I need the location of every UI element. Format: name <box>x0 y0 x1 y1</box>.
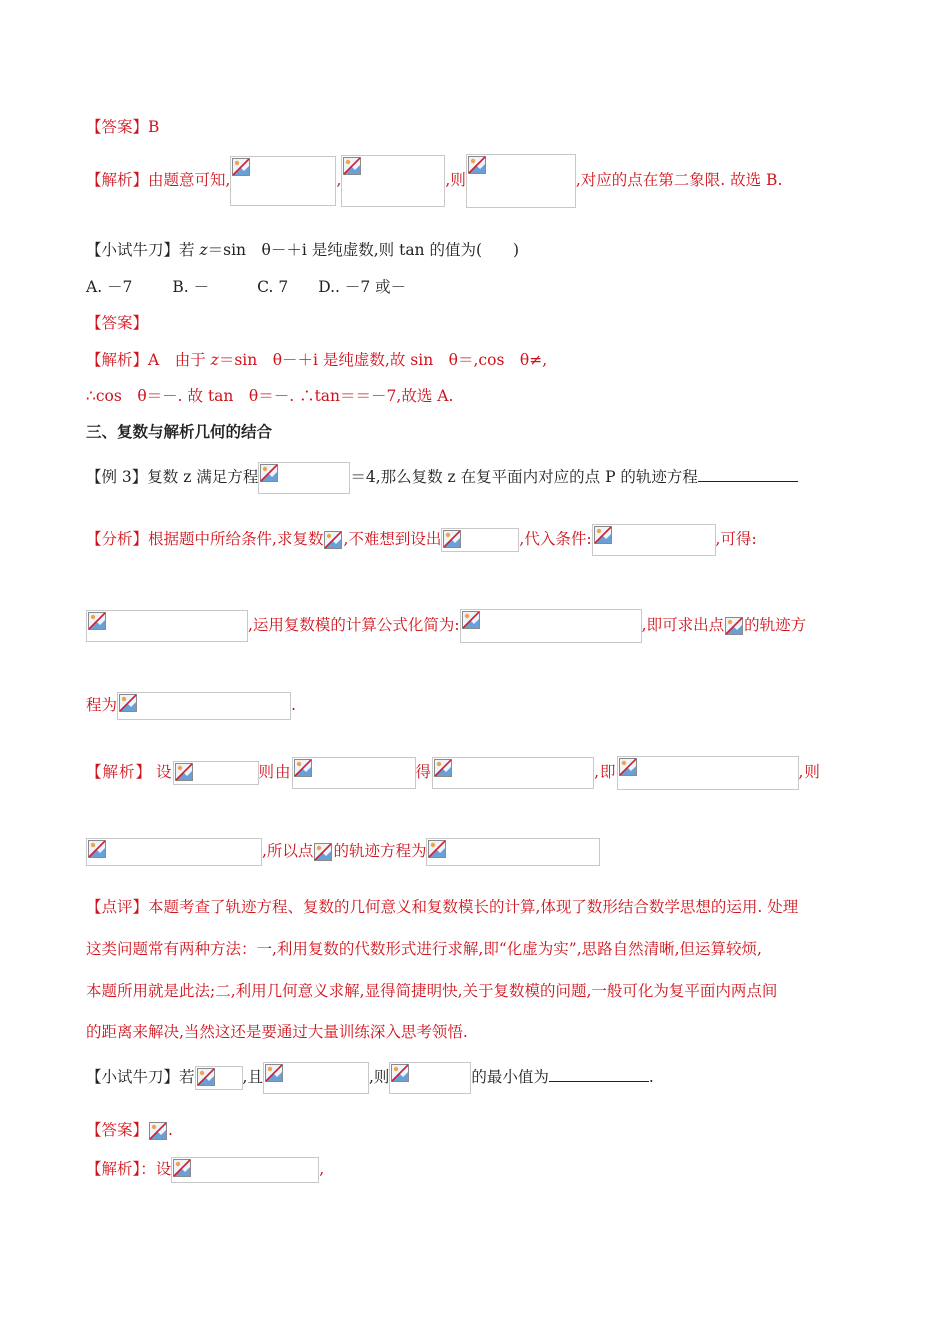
formula-image <box>426 838 600 866</box>
broken-image-icon <box>391 1064 409 1082</box>
practice-question-2 <box>86 1062 654 1094</box>
choices <box>86 277 406 297</box>
jiexi-text: 得 <box>415 763 433 781</box>
comment-text: 这类问题常有两种方法：一,利用复数的代数形式进行求解,即“化虚为实”,思路自然清晰,但运算较烦, <box>86 940 762 958</box>
fenxi-text: ,可得: <box>715 530 757 548</box>
answer-blank <box>549 1067 649 1082</box>
fenxi-text: 的轨迹方 <box>744 616 807 634</box>
example-tag: 【例 3】 <box>86 468 148 486</box>
comment-text: 本题所用就是此法;二,利用几何意义求解,显得简捷明快,关于复数模的问题,一般可化为复平面内两点间 <box>86 982 778 1000</box>
broken-image-icon <box>265 1064 283 1082</box>
jiexi-text: ,则 <box>798 763 821 781</box>
formula-image <box>466 154 576 208</box>
question-text: . <box>648 1068 654 1086</box>
formula-image <box>86 838 262 866</box>
analysis-line-1 <box>86 154 782 208</box>
analysis-tag: 【解析】 <box>86 171 149 189</box>
formula-image <box>313 842 333 862</box>
broken-image-icon <box>428 840 446 858</box>
analysis-text: ＝sin θ－＋i 是纯虚数,故 sin θ＝,cos θ≠, <box>218 351 548 369</box>
formula-image <box>389 1062 471 1094</box>
practice-question <box>86 240 519 260</box>
formula-image <box>341 155 445 207</box>
analysis-text: , <box>445 171 451 189</box>
jiexi-line-2 <box>86 838 600 866</box>
jiexi-line-1 <box>86 756 821 790</box>
jiexi-text: ,即 <box>594 763 617 781</box>
question-text: 若 <box>179 241 200 259</box>
broken-image-icon <box>175 763 193 781</box>
example-3 <box>86 462 798 494</box>
comment-line-3 <box>86 981 777 1001</box>
broken-image-icon <box>434 759 452 777</box>
answer-tag: 【答案】 <box>86 1121 149 1139</box>
variable-z: z <box>199 241 208 259</box>
formula-image <box>263 1062 369 1094</box>
analysis-tag: 【解析】 <box>86 351 149 369</box>
example-text: ＝4,那么复数 z 在复平面内对应的点 P 的轨迹方程 <box>350 468 698 486</box>
jiexi-text: 设 <box>156 763 173 781</box>
formula-image <box>460 609 642 643</box>
fenxi-text: ,不难想到设出 <box>343 530 442 548</box>
practice-tag: 【小试牛刀】 <box>86 241 180 259</box>
fenxi-line-2 <box>86 609 806 643</box>
analysis-text: , <box>336 171 342 189</box>
answer-value: B <box>148 118 160 136</box>
example-text: 复数 z 满足方程 <box>147 468 259 486</box>
fenxi-text: ,运用复数模的计算公式化简为: <box>248 616 460 634</box>
comment-line-4 <box>86 1022 468 1042</box>
formula-image <box>432 757 594 789</box>
answer-tag: 【答案】 <box>86 118 149 136</box>
jiexi-tag: 【解析】 <box>86 763 153 781</box>
jiexi-tag: 【解析】 <box>86 1160 141 1178</box>
analysis-line-2 <box>86 350 547 370</box>
broken-image-icon <box>314 843 332 861</box>
choice-b: B. － <box>172 278 210 296</box>
broken-image-icon <box>725 617 743 635</box>
broken-image-icon <box>294 759 312 777</box>
variable-z: z <box>210 351 219 369</box>
comment-line-1 <box>86 897 798 917</box>
broken-image-icon <box>197 1068 215 1086</box>
comment-text: 的距离来解决,当然这还是要通过大量训练深入思考领悟. <box>86 1023 468 1041</box>
broken-image-icon <box>462 611 480 629</box>
question-text: ＝sin θ－＋i 是纯虚数,则 tan 的值为( ) <box>207 241 520 259</box>
broken-image-icon <box>324 531 342 549</box>
choice-d: D.. －7 或－ <box>318 278 407 296</box>
formula-image <box>592 524 716 556</box>
formula-image <box>617 756 799 790</box>
answer-line-3 <box>86 1120 173 1141</box>
section-heading <box>86 422 272 442</box>
broken-image-icon <box>173 1159 191 1177</box>
broken-image-icon <box>88 612 106 630</box>
choice-a: A. －7 <box>86 278 133 296</box>
broken-image-icon <box>468 156 486 174</box>
broken-image-icon <box>232 158 250 176</box>
practice-tag: 【小试牛刀】 <box>86 1068 180 1086</box>
formula-image <box>292 757 416 789</box>
formula-image <box>230 156 336 206</box>
analysis-text: 由题意可知, <box>148 171 231 189</box>
formula-image <box>148 1121 168 1141</box>
formula-image <box>323 530 343 550</box>
answer-tag: 【答案】 <box>86 314 149 332</box>
broken-image-icon <box>619 758 637 776</box>
fenxi-text: 根据题中所给条件,求复数 <box>148 530 324 548</box>
comment-text: 【点评】本题考查了轨迹方程、复数的几何意义和复数模长的计算,体现了数形结合数学思想的运用. 处理 <box>86 898 799 916</box>
broken-image-icon <box>443 530 461 548</box>
analysis-text: ∴cos θ＝－. 故 tan θ＝－. ∴tan＝＝－7,故选 A. <box>86 387 454 405</box>
choice-c: C. 7 <box>257 278 289 296</box>
jiexi-text: 的轨迹方程为 <box>333 842 427 860</box>
broken-image-icon <box>260 464 278 482</box>
question-text: ,则 <box>368 1068 390 1086</box>
broken-image-icon <box>343 157 361 175</box>
jiexi-text: 则由 <box>258 763 292 781</box>
jiexi-line-3 <box>86 1157 324 1183</box>
formula-image <box>117 692 291 720</box>
jiexi-text: ,所以点 <box>262 842 314 860</box>
formula-image <box>86 610 248 642</box>
answer-text: . <box>168 1121 173 1139</box>
comment-line-2 <box>86 939 762 959</box>
fenxi-line-1 <box>86 524 757 556</box>
answer-blank <box>698 467 798 482</box>
answer-line-1 <box>86 117 159 137</box>
answer-line-2 <box>86 313 148 333</box>
question-text: 若 <box>179 1068 195 1086</box>
jiexi-text: , <box>319 1160 325 1178</box>
formula-image <box>173 761 259 785</box>
fenxi-text: ,代入条件: <box>519 530 592 548</box>
analysis-line-3 <box>86 386 453 406</box>
formula-image <box>441 528 519 552</box>
question-text: ,且 <box>242 1068 263 1086</box>
broken-image-icon <box>88 840 106 858</box>
analysis-text: 则 <box>450 171 466 189</box>
fenxi-text: . <box>291 696 296 714</box>
formula-image <box>724 616 744 636</box>
broken-image-icon <box>149 1122 167 1140</box>
broken-image-icon <box>594 526 612 544</box>
fenxi-line-3 <box>86 692 296 720</box>
formula-image <box>195 1066 243 1090</box>
fenxi-text: ,即可求出点 <box>641 616 725 634</box>
broken-image-icon <box>119 694 137 712</box>
jiexi-text: ：设 <box>140 1160 172 1178</box>
section-title: 三、复数与解析几何的结合 <box>86 423 273 441</box>
analysis-text: A 由于 <box>148 351 211 369</box>
question-text: 的最小值为 <box>471 1068 549 1086</box>
analysis-text: ,对应的点在第二象限. 故选 B. <box>575 171 783 189</box>
fenxi-tag: 【分析】 <box>86 530 149 548</box>
formula-image <box>171 1157 319 1183</box>
fenxi-text: 程为 <box>86 696 118 714</box>
formula-image <box>258 462 350 494</box>
